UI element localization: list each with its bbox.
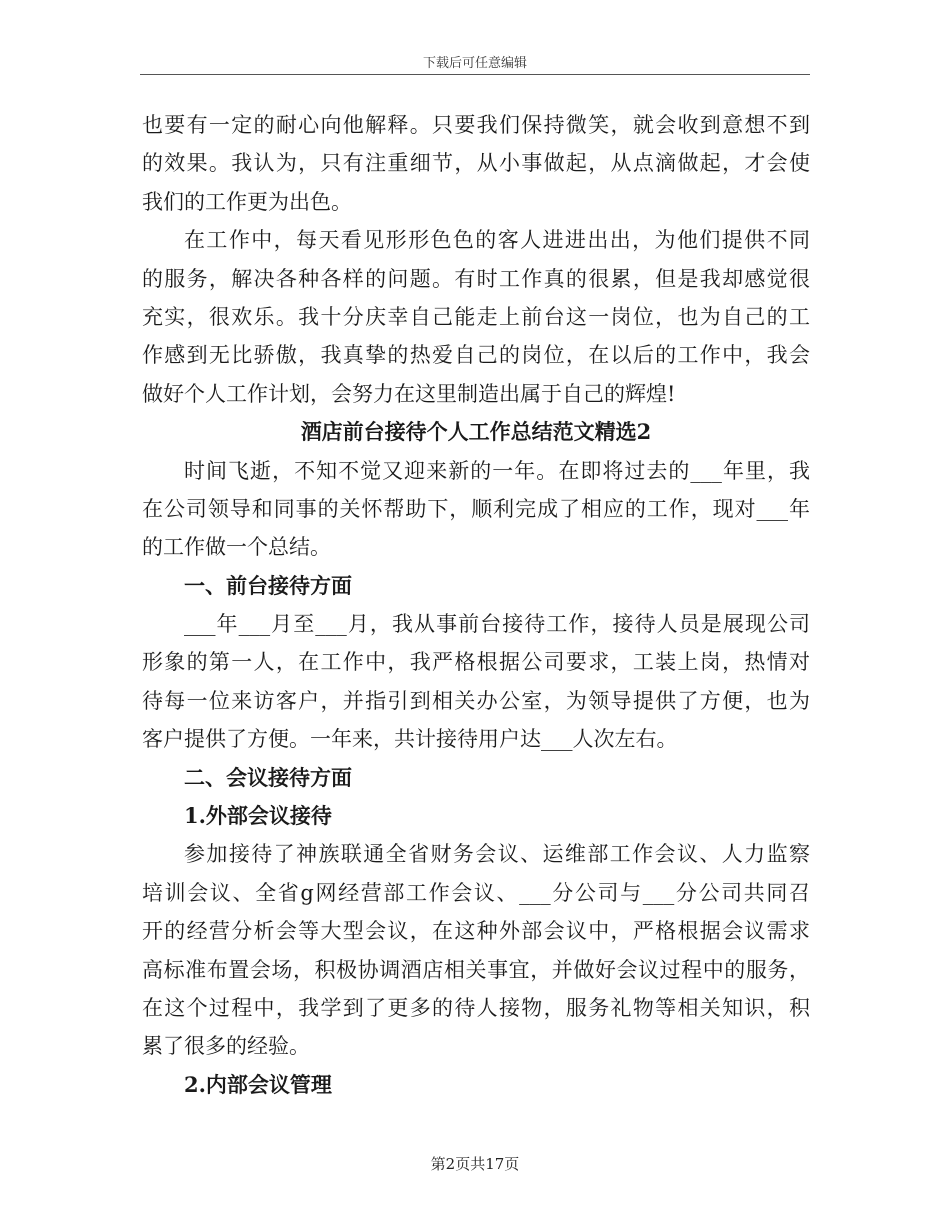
text-line: 我们的工作更为出色。 <box>142 189 352 214</box>
page-footer: 第2页共17页 <box>430 1155 520 1173</box>
text-line: 培训会议、全省g网经营部工作会议、___分公司与___分公司共同召 <box>142 880 810 905</box>
text-line: 在这个过程中，我学到了更多的待人接物，服务礼物等相关知识，积 <box>142 995 810 1020</box>
subheading: 1.外部会议接待 <box>184 803 332 829</box>
text-line: 高标准布置会场，积极协调酒店相关事宜，并做好会议过程中的服务， <box>142 957 810 982</box>
text-line: ___年___月至___月，我从事前台接待工作，接待人员是展现公司 <box>184 612 810 637</box>
text-line: 作感到无比骄傲，我真挚的热爱自己的岗位，在以后的工作中，我会 <box>142 343 810 368</box>
text-line: 累了很多的经验。 <box>142 1034 310 1059</box>
header-divider <box>140 74 810 75</box>
text-line: 待每一位来访客户，并指引到相关办公室，为领导提供了方便，也为 <box>142 688 810 713</box>
text-line: 充实，很欢乐。我十分庆幸自己能走上前台这一岗位，也为自己的工 <box>142 304 810 329</box>
page-header: 下载后可任意编辑 <box>422 56 527 71</box>
text-line: 时间飞逝，不知不觉又迎来新的一年。在即将过去的___年里，我 <box>184 458 810 483</box>
text-line: 客户提供了方便。一年来，共计接待用户达___人次左右。 <box>142 727 678 752</box>
text-line: 的服务，解决各种各样的问题。有时工作真的很累，但是我却感觉很 <box>142 266 810 291</box>
text-line: 做好个人工作计划，会努力在这里制造出属于自己的辉煌! <box>142 381 676 406</box>
text-line: 开的经营分析会等大型会议，在这种外部会议中，严格根据会议需求 <box>142 919 810 944</box>
text-line: 在公司领导和同事的关怀帮助下，顺利完成了相应的工作，现对___年 <box>142 496 810 521</box>
text-line: 在工作中，每天看见形形色色的客人进进出出，为他们提供不同 <box>184 228 810 253</box>
subheading: 二、会议接待方面 <box>184 764 352 790</box>
subheading: 一、前台接待方面 <box>184 572 352 598</box>
text-line: 的工作做一个总结。 <box>142 535 331 560</box>
text-line: 参加接待了神族联通全省财务会议、运维部工作会议、人力监察 <box>184 842 810 867</box>
text-line: 也要有一定的耐心向他解释。只要我们保持微笑，就会收到意想不到 <box>142 113 810 137</box>
subheading: 2.内部会议管理 <box>184 1071 332 1097</box>
text-line: 的效果。我认为，只有注重细节，从小事做起，从点滴做起，才会使 <box>142 151 810 176</box>
section-title: 酒店前台接待个人工作总结范文精选2 <box>300 419 652 445</box>
document-body <box>142 106 810 1104</box>
text-line: 形象的第一人，在工作中，我严格根据公司要求，工装上岗，热情对 <box>142 650 810 675</box>
